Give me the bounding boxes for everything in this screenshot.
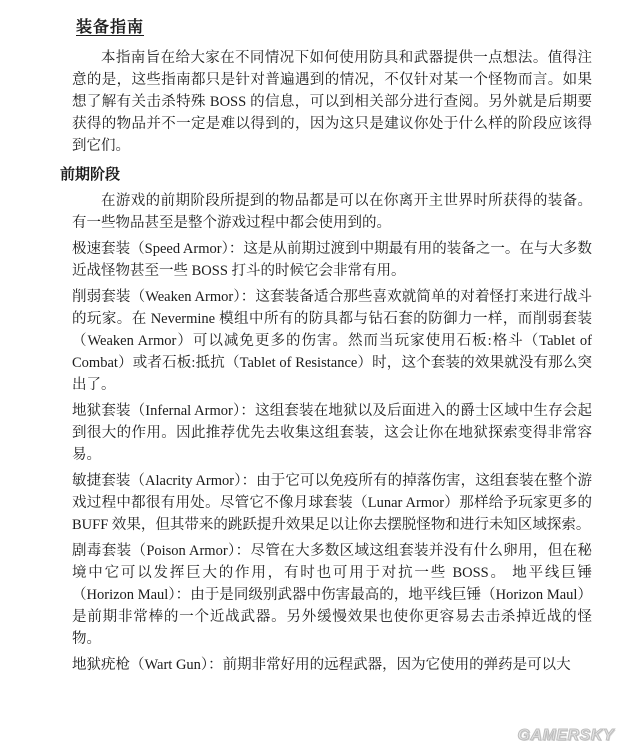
paragraph: 削弱套装（Weaken Armor）：这套装备适合那些喜欢就简单的对着怪打来进行战斗的玩家。在 Nevermine 模组中所有的防具都与钻石套的防御力一样，而削弱套装（Weaken Armor）可以减免更多的伤害。然而当玩家使用石板:格斗（Tablet of Combat）或者石板:抵抗（Tablet of Resistance）时，这个套装的效果就没有那么突出了。: [72, 289, 592, 393]
paragraph: 在游戏的前期阶段所提到的物品都是可以在你离开主世界时所获得的装备。有一些物品甚至是整个游戏过程中都会使用到的。: [72, 193, 592, 231]
document-body: [60, 47, 592, 676]
paragraph: 剧毒套装（Poison Armor）：尽管在大多数区域这组套装并没有什么卵用，但在秘境中它可以发挥巨大的作用，有时也可用于对抗一些 BOSS。 地平线巨锤（Horizon Maul）：由于是同级别武器中伤害最高的，地平线巨锤（Horizon Maul）是前期非常棒的一个近战武器。另外缓慢效果也使你更容易去击杀掉近战的怪物。: [72, 543, 592, 647]
paragraph: 本指南旨在给大家在不同情况下如何使用防具和武器提供一点想法。值得注意的是，这些指南都只是针对普遍遇到的情况，不仅针对某一个怪物而言。如果想了解有关击杀特殊 BOSS 的信息，可以到相关部分进行查阅。另外就是后期要获得的物品并不一定是难以得到的，因为这只是建议你处于什么样的阶段应该得到它们。: [72, 50, 592, 154]
paragraph: 地狱套装（Infernal Armor）：这组套装在地狱以及后面进入的爵士区域中生存会起到很大的作用。因此推荐优先去收集这组套装，这会让你在地狱探索变得非常容易。: [72, 403, 592, 463]
gamersky-watermark: GAMERSKY: [517, 727, 614, 744]
paragraph: 敏捷套装（Alacrity Armor）：由于它可以免疫所有的掉落伤害，这组套装在整个游戏过程中都很有用处。尽管它不像月球套装（Lunar Armor）那样给予玩家更多的 BUFF 效果，但其带来的跳跃提升效果足以让你去摆脱怪物和进行未知区域探索。: [72, 473, 592, 533]
paragraph: 地狱疣枪（Wart Gun）：前期非常好用的远程武器，因为它使用的弹药是可以大: [72, 657, 571, 673]
section-heading: 前期阶段: [60, 167, 121, 183]
document-title: 装备指南: [76, 19, 145, 36]
paragraph: 极速套装（Speed Armor）：这是从前期过渡到中期最有用的装备之一。在与大多数近战怪物甚至一些 BOSS 打斗的时候它会非常有用。: [72, 241, 592, 279]
